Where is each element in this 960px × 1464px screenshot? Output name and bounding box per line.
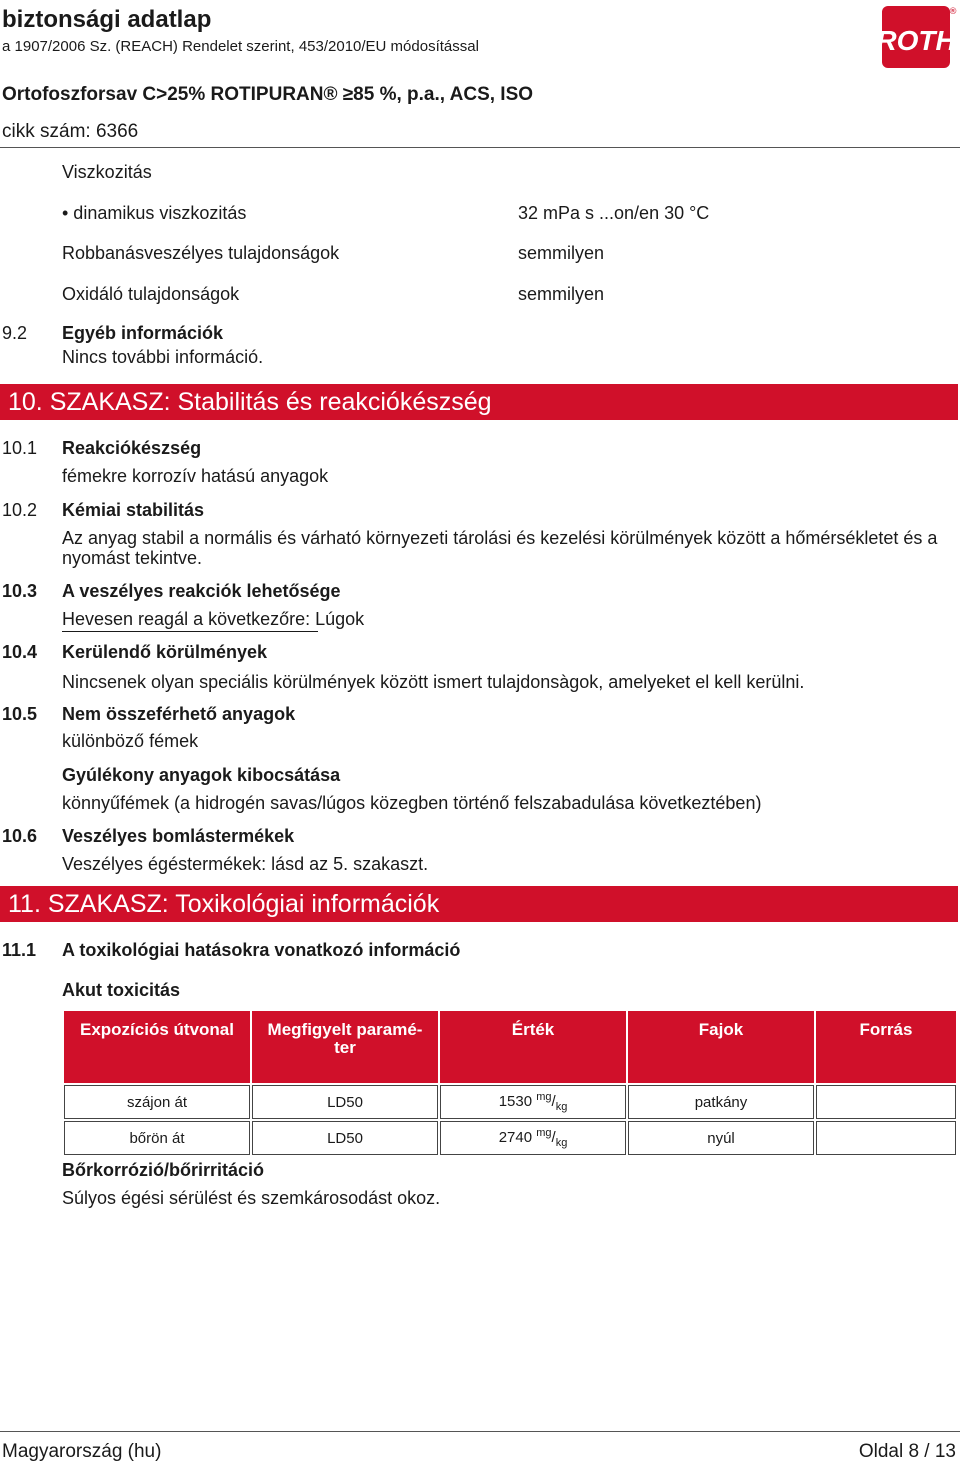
- subsection-title: Gyúlékony anyagok kibocsátása: [62, 765, 341, 785]
- acute-toxicity-table: [62, 1009, 958, 1157]
- route-cell: szájon át: [64, 1085, 250, 1119]
- section-number: 11.1: [2, 940, 37, 960]
- route-cell: bőrön át: [64, 1121, 250, 1155]
- section-number: 9.2: [2, 323, 28, 343]
- table-header-row: [64, 1011, 956, 1083]
- logo-text: ROTH: [876, 25, 956, 56]
- section-title: Kémiai stabilitás: [62, 500, 205, 520]
- table-row: [64, 1085, 956, 1119]
- regulation-subtitle: a 1907/2006 Sz. (REACH) Rendelet szerint, 453/2010/EU módosítással: [2, 38, 479, 55]
- header-divider: [0, 147, 960, 148]
- registered-mark: ®: [948, 7, 958, 17]
- section-title: Veszélyes bomlástermékek: [62, 826, 295, 846]
- property-label: Robbanásveszélyes tulajdonságok: [62, 243, 340, 263]
- page-number: Oldal 8 / 13: [858, 1441, 956, 1462]
- value-number: 2740: [498, 1129, 533, 1146]
- section-10-header: 10. SZAKASZ: Stabilitás és reakciókészség: [0, 384, 958, 420]
- section-title: Reakciókészség: [62, 438, 202, 458]
- column-header: Forrás: [816, 1011, 956, 1083]
- param-cell: LD50: [252, 1121, 438, 1155]
- column-header: Expozíciós útvonal: [64, 1011, 250, 1083]
- footer-country: Magyarország (hu): [2, 1441, 162, 1462]
- property-value: semmilyen: [518, 243, 605, 263]
- footer-divider: [0, 1431, 960, 1432]
- section-number: 10.3: [2, 581, 38, 601]
- section-text: nyomást tekintve.: [62, 548, 203, 568]
- section-text: Nincsenek olyan speciális körülmények között ismert tulajdonsàgok, amelyeket el kell kerülni.: [62, 672, 805, 692]
- document-title: biztonsági adatlap: [2, 6, 212, 33]
- section-number: 10.2: [2, 500, 38, 520]
- unit-numerator: mg: [536, 1127, 552, 1139]
- column-header: Fajok: [628, 1011, 814, 1083]
- section-number: 10.6: [2, 826, 38, 846]
- source-cell: [816, 1121, 956, 1155]
- article-number: cikk szám: 6366: [2, 121, 139, 142]
- unit-denominator: kg: [555, 1101, 568, 1113]
- param-cell: LD50: [252, 1085, 438, 1119]
- section-number: 10.5: [2, 704, 38, 724]
- section-title: A veszélyes reakciók lehetősége: [62, 581, 341, 601]
- species-cell: patkány: [628, 1085, 814, 1119]
- section-number: 10.1: [2, 438, 38, 458]
- section-number: 10.4: [2, 642, 38, 662]
- section-text: fémekre korrozív hatású anyagok: [62, 466, 329, 486]
- section-title: Nem összeférhető anyagok: [62, 704, 296, 724]
- value-cell: 2740 $^{mg}/_{kg}$: [440, 1121, 626, 1155]
- section-text: Veszélyes égéstermékek: lásd az 5. szakaszt.: [62, 854, 429, 874]
- property-value: 32 mPa s ...on/en 30 °C: [518, 203, 710, 223]
- unit-denominator: kg: [555, 1137, 568, 1149]
- section-text: Nincs további információ.: [62, 347, 264, 367]
- section-text: Hevesen reagál a következőre: Lúgok: [62, 609, 365, 629]
- section-text: különböző fémek: [62, 731, 199, 751]
- subsection-title: Bőrkorrózió/bőrirritáció: [62, 1160, 265, 1180]
- section-text: könnyűfémek (a hidrogén savas/lúgos közegben történő felszabadulása következtében): [62, 793, 762, 813]
- property-value: semmilyen: [518, 284, 605, 304]
- viscosity-heading: Viszkozitás: [62, 162, 152, 182]
- section-title: Kerülendő körülmények: [62, 642, 268, 662]
- section-text: Súlyos égési sérülést és szemkárosodást okoz.: [62, 1188, 441, 1208]
- property-label: • dinamikus viszkozitás: [62, 203, 247, 223]
- species-cell: nyúl: [628, 1121, 814, 1155]
- column-header: Érték: [440, 1011, 626, 1083]
- unit-numerator: mg: [536, 1091, 552, 1103]
- product-name: Ortofoszforsav C>25% ROTIPURAN® ≥85 %, p.a., ACS, ISO: [2, 84, 534, 105]
- section-title: A toxikológiai hatásokra vonatkozó információ: [62, 940, 461, 960]
- source-cell: [816, 1085, 956, 1119]
- roth-logo: [876, 4, 958, 70]
- property-label: Oxidáló tulajdonságok: [62, 284, 240, 304]
- section-title: Egyéb információk: [62, 323, 224, 343]
- underline: [62, 631, 318, 632]
- value-number: 1530: [498, 1093, 533, 1110]
- section-text: Az anyag stabil a normális és várható környezeti tárolási és kezelési körülmények között a hőmérsékletet és a: [62, 528, 938, 548]
- subsection-title: Akut toxicitás: [62, 980, 181, 1000]
- table-row: [64, 1121, 956, 1155]
- value-cell: 1530 $^{mg}/_{kg}$: [440, 1085, 626, 1119]
- column-header: Megfigyelt paramé-ter: [252, 1011, 438, 1083]
- section-11-header: 11. SZAKASZ: Toxikológiai információk: [0, 886, 958, 922]
